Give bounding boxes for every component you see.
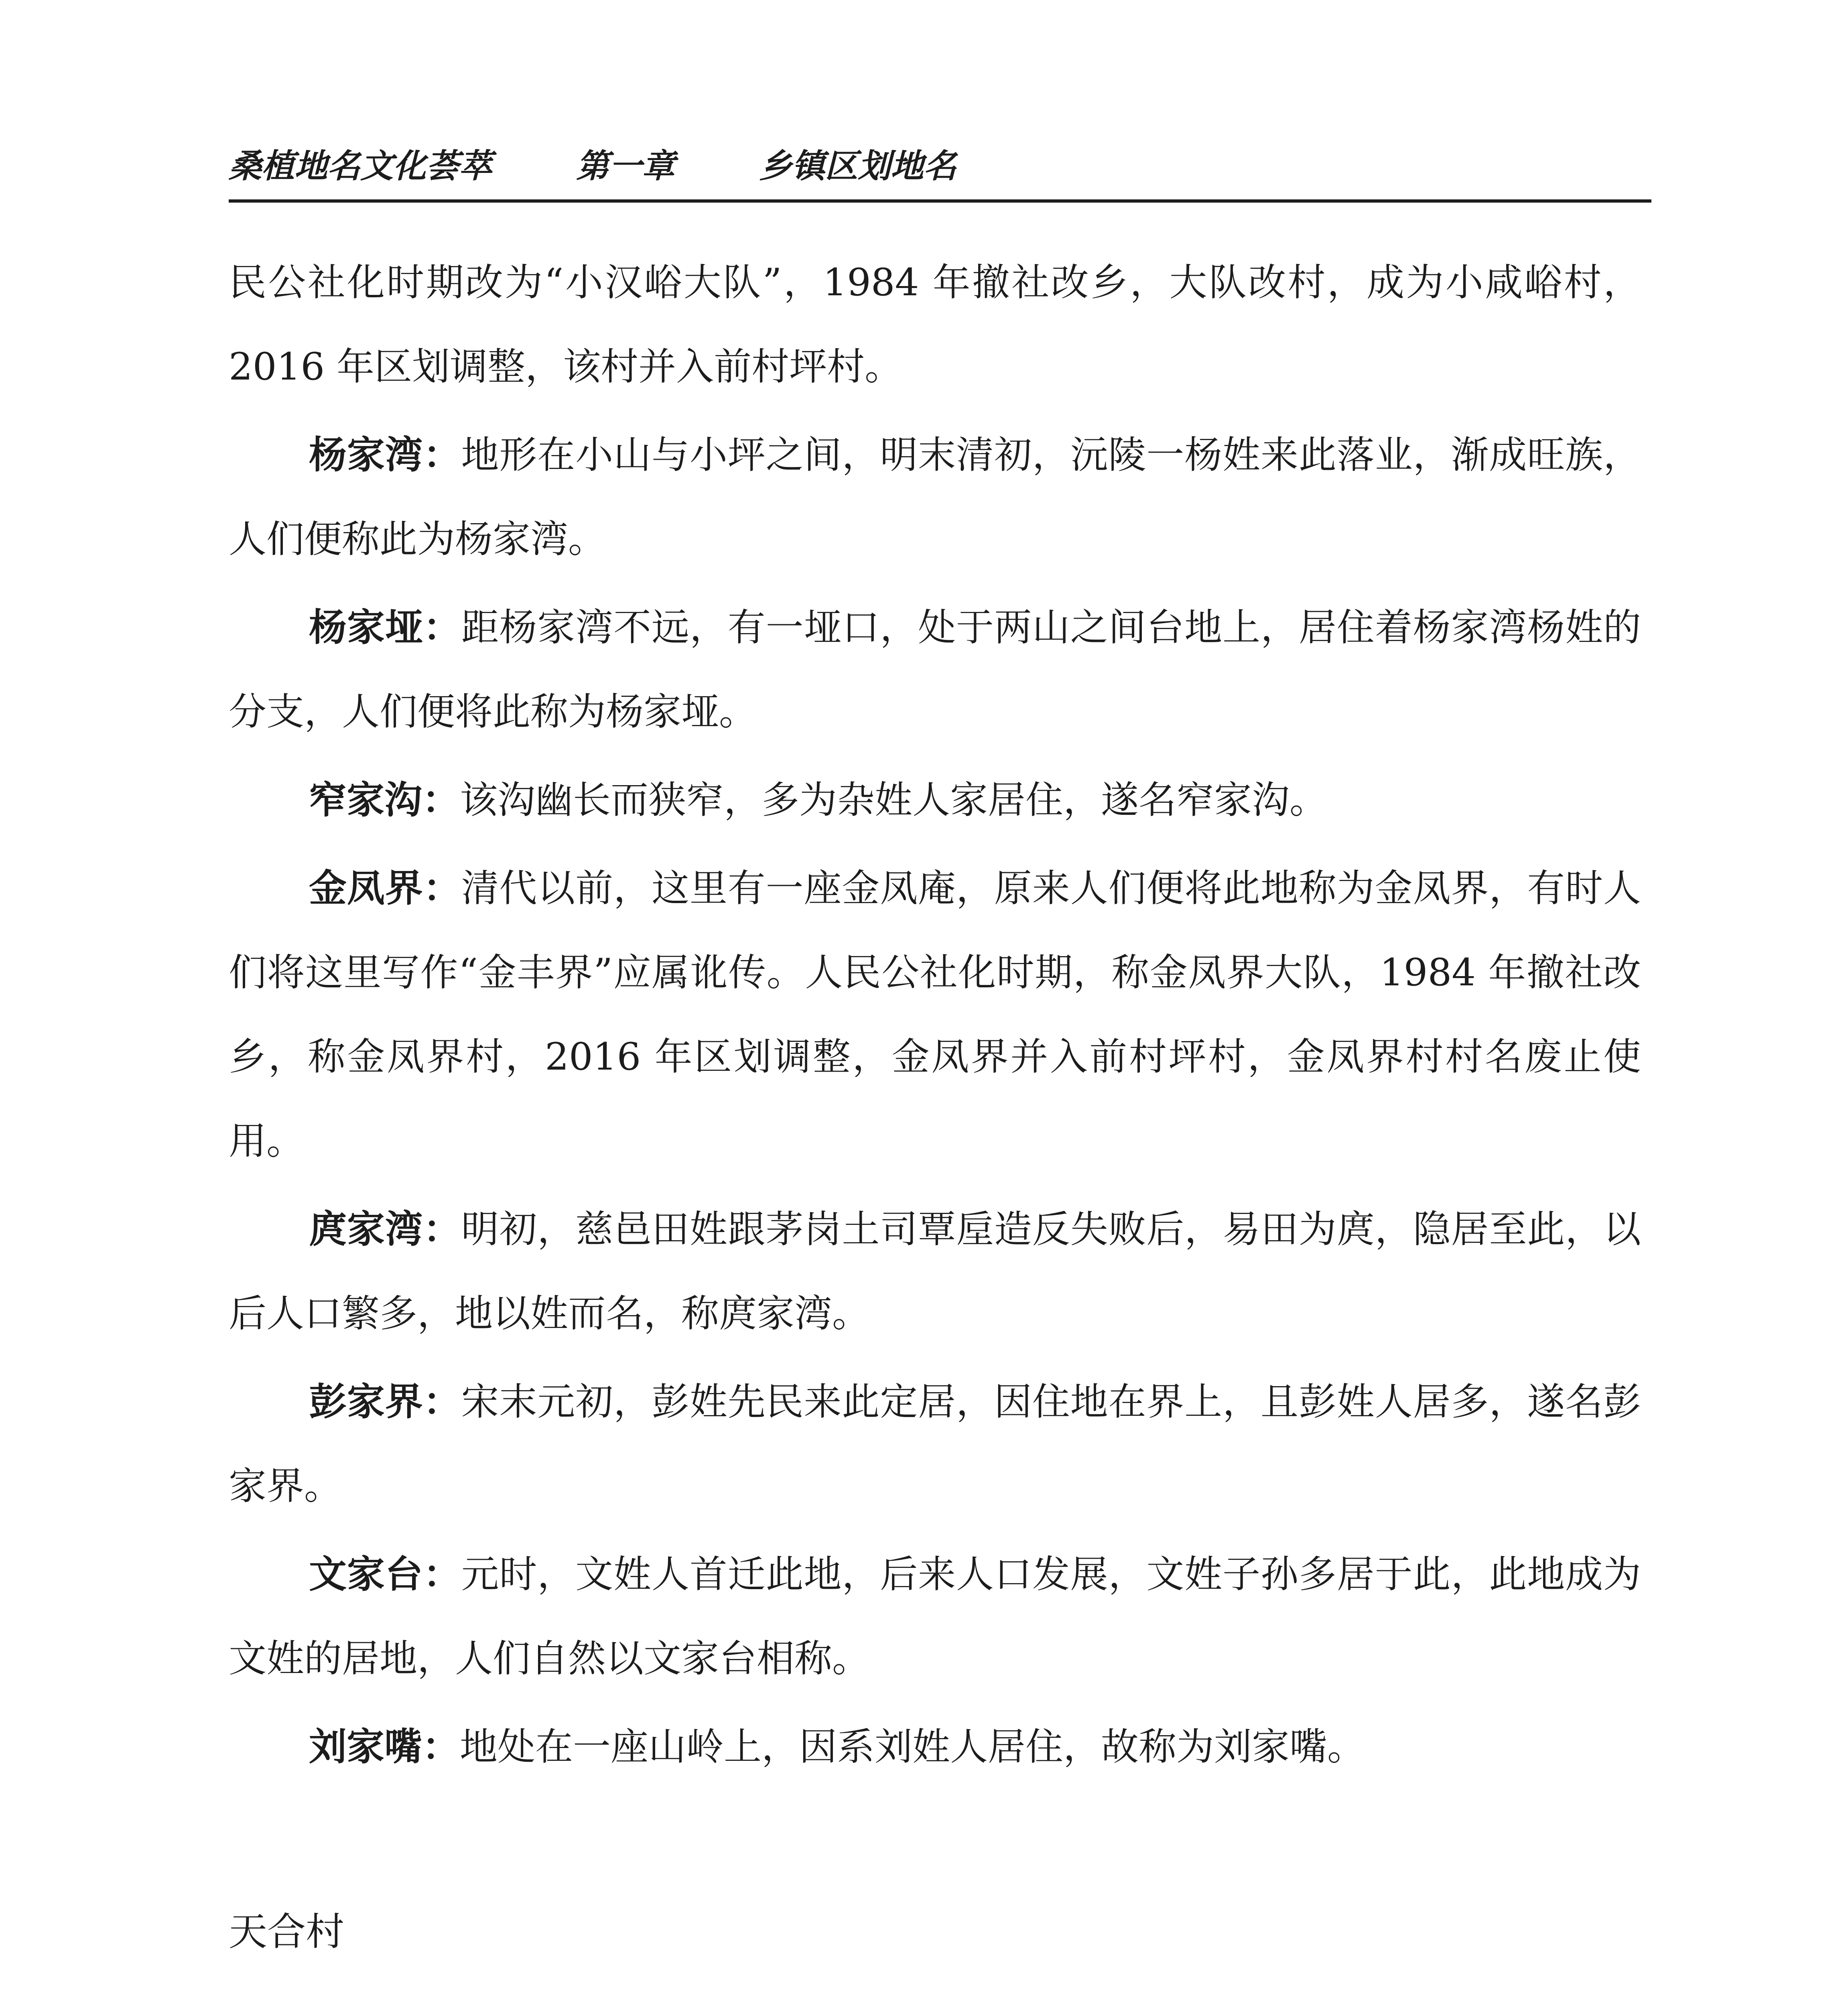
entry-term: 彭家界：: [309, 1380, 461, 1424]
entry-text: 该沟幽长而狭窄，多为杂姓人家居住，遂名窄家沟。: [460, 778, 1328, 822]
entry-text: 地形在小山与小坪之间，明末清初，沅陵一杨姓来此落业，渐成旺族，人们便称此为杨家湾。: [229, 433, 1641, 561]
entry-term: 杨家垭：: [309, 606, 461, 650]
entry-text: 清代以前，这里有一座金凤庵，原来人们便将此地称为金凤界，有时人们将这里写作“金丰界”应属讹传。人民公社化时期，称金凤界大队，1984 年撤社改乡，称金凤界村，2016 年区划调整，金凤界并入前村坪村，金凤界村村名废止使用。: [229, 867, 1641, 1163]
entry-paragraph: [229, 586, 1641, 754]
entry-paragraph: [229, 1360, 1641, 1529]
section-title: 天合村: [229, 1909, 344, 1954]
entry-term: 文家台：: [309, 1553, 461, 1596]
entry-paragraph: [229, 758, 1641, 843]
entry-text: 明初，慈邑田姓跟茅岗土司覃垕造反失败后，易田为庹，隐居至此，以后人口繁多，地以姓而名，称庹家湾。: [229, 1208, 1641, 1336]
entry-term: 刘家嘴：: [309, 1725, 460, 1769]
page-body: [229, 241, 1641, 2006]
running-header: [229, 138, 1633, 195]
entry-term: 金凤界：: [309, 867, 461, 910]
chapter-label: 第一章: [576, 147, 675, 185]
header-rule: [229, 199, 1651, 203]
entry-text: 距杨家湾不远，有一垭口，处于两山之间台地上，居住着杨家湾杨姓的分支，人们便将此称为杨家垭。: [229, 606, 1641, 734]
chapter-title: 乡镇区划地名: [759, 147, 956, 185]
entry-paragraph: [229, 241, 1641, 409]
entry-term: 庹家湾：: [309, 1208, 461, 1251]
entry-term: 杨家湾：: [309, 433, 461, 477]
entry-paragraph: [229, 1533, 1641, 1701]
entry-text: 地处在一座山岭上，因系刘姓人居住，故称为刘家嘴。: [460, 1725, 1365, 1769]
entry-text: 宋末元初，彭姓先民来此定居，因住地在界上，且彭姓人居多，遂名彭家界。: [229, 1380, 1641, 1508]
entry-paragraph: [229, 1188, 1641, 1356]
entry-paragraph: [229, 847, 1641, 1184]
entry-text: 元时，文姓人首迁此地，后来人口发展，文姓子孙多居于此，此地成为文姓的居地，人们自然以文家台相称。: [229, 1553, 1641, 1681]
entry-text: 民公社化时期改为“小汉峪大队”，1984 年撤社改乡，大队改村，成为小咸峪村，2016 年区划调整，该村并入前村坪村。: [229, 261, 1641, 389]
entry-paragraph: [229, 1705, 1641, 1789]
entry-paragraph: [229, 413, 1641, 582]
entry-term: 窄家沟：: [309, 778, 460, 822]
book-title: 桑植地名文化荟萃: [229, 147, 492, 185]
